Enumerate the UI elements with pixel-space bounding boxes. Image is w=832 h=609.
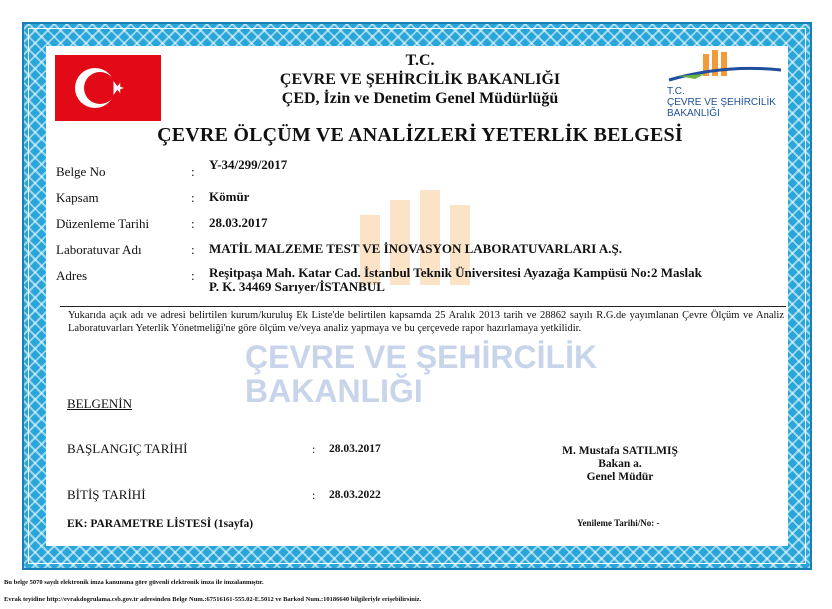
field-label: Kapsam (56, 190, 99, 205)
field-colon: : (191, 268, 195, 283)
field-colon: : (191, 164, 195, 179)
field-colon: : (191, 242, 195, 257)
signatory-title: Bakan a. (598, 458, 642, 470)
end-date-colon: : (312, 488, 316, 502)
validity-heading: BELGENİN (67, 396, 132, 411)
field-label: Düzenleme Tarihi (56, 216, 150, 231)
field-value: Y-34/299/2017 (209, 157, 288, 172)
field-value: MATİL MALZEME TEST VE İNOVASYON LABORATUVARLARI A.Ş. (209, 241, 622, 256)
field-value: Reşitpaşa Mah. Katar Cad. İstanbul Teknik Üniversitesi Ayazağa Kampüsü No:2 Maslak P. K. 34469 Sarıyer/İSTANBUL (209, 265, 702, 294)
field-belge-no (56, 158, 788, 184)
signature-block (560, 445, 680, 484)
field-value: Kömür (209, 189, 250, 204)
attachment-note: EK: PARAMETRE LİSTESİ (1sayfa) (67, 518, 254, 530)
signatory-name: M. Mustafa SATILMIŞ (562, 445, 678, 457)
renewal-info: Yenileme Tarihi/No: - (577, 518, 660, 528)
field-duzenleme-tarihi (56, 210, 788, 236)
field-colon: : (191, 190, 195, 205)
field-label: Laboratuvar Adı (56, 242, 142, 257)
watermark-text: ÇEVRE VE ŞEHİRCİLİK BAKANLIĞI (245, 339, 598, 409)
signatory-position: Genel Müdür (586, 471, 654, 483)
field-laboratuvar-adi (56, 236, 788, 262)
field-label: Adres (56, 268, 88, 283)
authorization-paragraph: Yukarıda açık adı ve adresi belirtilen kurum/kuruluş Ek Liste'de belirtilen kapsamda 25 Aralık 2013 tarih ve 28862 sayılı R.G.de yayımlanan Çevre Ölçüm ve Analiz Laboratuvarları Yeterlik Yönetmeliği'ne göre ölçüm ve/veya analiz yapmaya ve bu çerçevede rapor hazırlamaya yetkilidir. (68, 310, 784, 334)
certificate-title: ÇEVRE ÖLÇÜM VE ANALİZLERİ YETERLİK BELGESİ (157, 124, 683, 146)
ministry-logo-text: T.C. ÇEVRE VE ŞEHİRCİLİK BAKANLIĞI (667, 86, 776, 119)
field-kapsam (56, 184, 788, 210)
e-signature-note: Bu belge 5070 sayılı elektronik imza kanununa göre güvenli elektronik imza ile imzalanmıştır. (4, 579, 264, 586)
issuer-header: T.C. ÇEVRE VE ŞEHİRCİLİK BAKANLIĞI ÇED, İzin ve Denetim Genel Müdürlüğü (279, 52, 561, 107)
field-colon: : (191, 216, 195, 231)
start-date-label: BAŞLANGIÇ TARİHİ (67, 441, 188, 456)
field-adres (56, 262, 788, 298)
end-date-value: 28.03.2022 (329, 489, 381, 501)
field-value: 28.03.2017 (209, 215, 268, 230)
start-date-colon: : (312, 442, 316, 456)
turkish-flag-icon (55, 55, 161, 121)
end-date-label: BİTİŞ TARİHİ (67, 487, 146, 502)
divider (60, 306, 786, 307)
start-date-value: 28.03.2017 (329, 443, 381, 455)
verification-note: Evrak teyidine http://evrakdogrulama.csb.gov.tr adresinden Belge Num.:67516161-555.02-E.5012 ve Barkod Num.:10186640 bilgileriyle erişebilirsiniz. (4, 596, 422, 603)
field-label: Belge No (56, 164, 106, 179)
certificate-fields (56, 158, 788, 298)
